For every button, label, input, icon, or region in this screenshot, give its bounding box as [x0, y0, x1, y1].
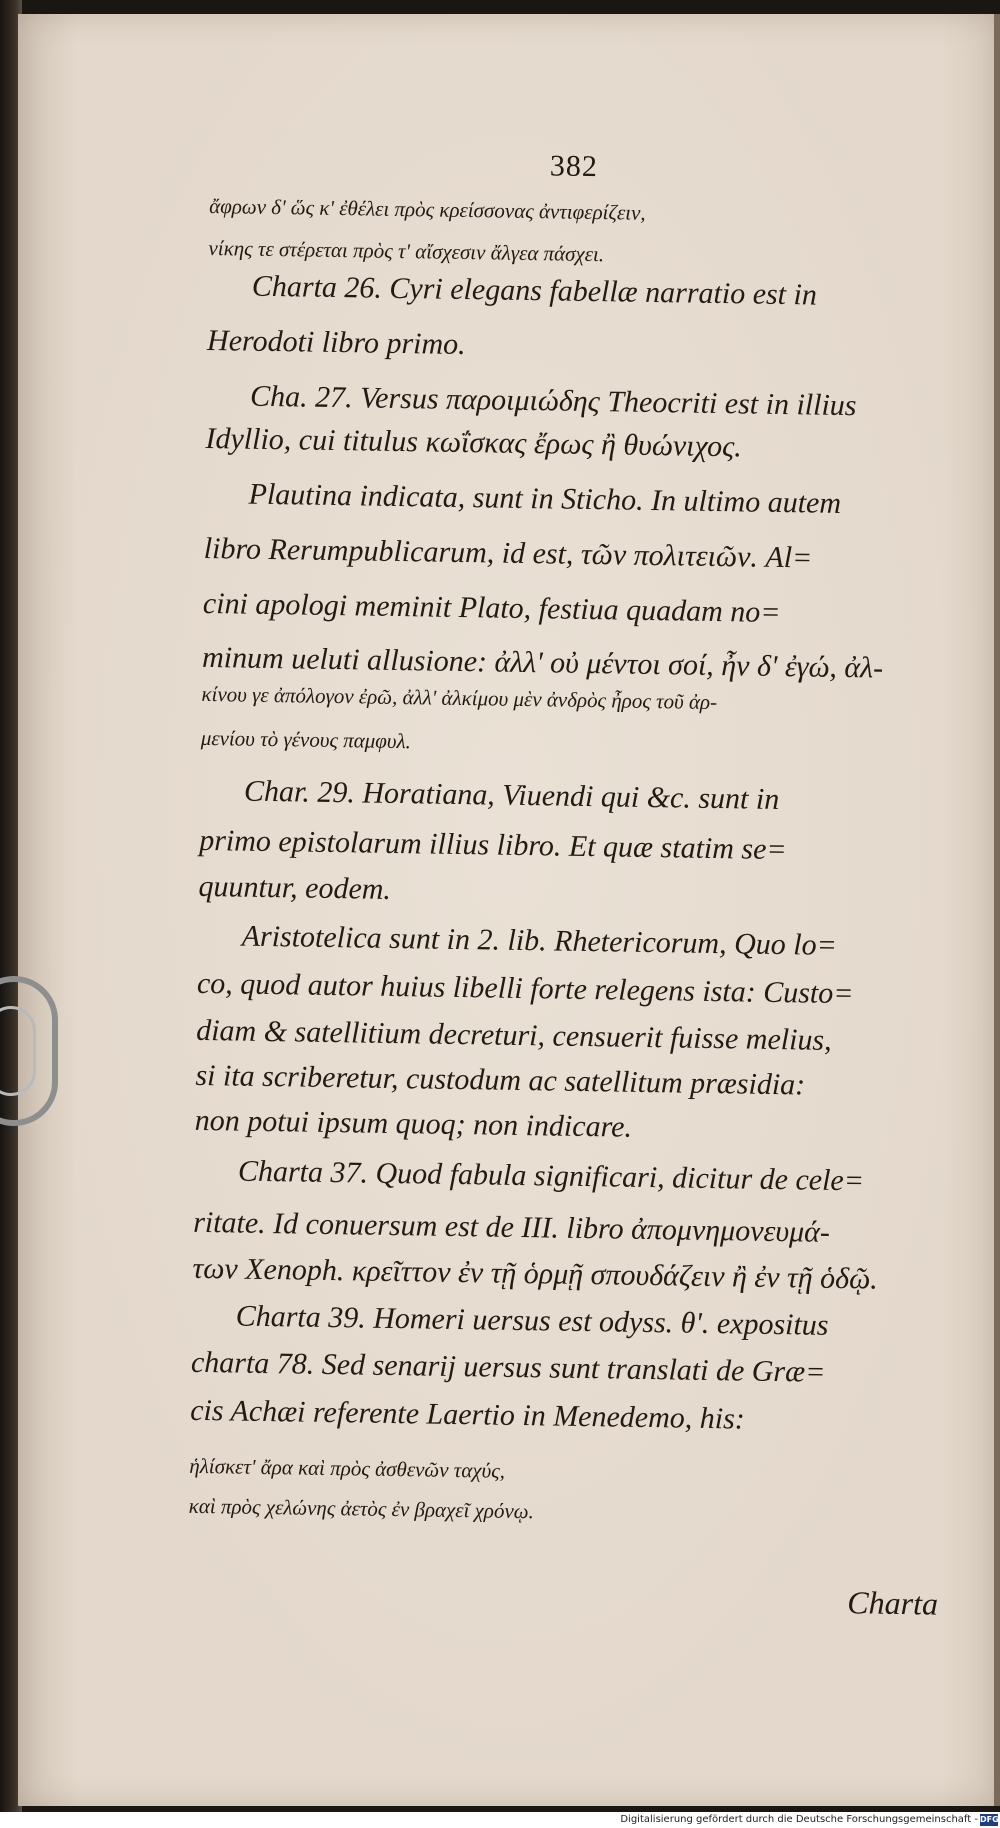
text-line: si ita scriberetur, custodum ac satellitum præsidia:	[195, 1058, 806, 1102]
text-line: cini apologi meminit Plato, festiua quadam no=	[202, 586, 781, 630]
text-line: των Xenoph. κρεῖττον ἐν τῇ ὁρμῇ σπουδάζειν ἢ ἐν τῇ ὁδῷ.	[192, 1251, 879, 1296]
text-line: Charta 39. Homeri uersus est odyss. θ'. expositus	[235, 1299, 829, 1342]
book-page	[18, 14, 1000, 1806]
page-right-edge	[994, 14, 1000, 1806]
text-line: non potui ipsum quoq; non indicare.	[194, 1103, 633, 1144]
text-line: charta 78. Sed senarij uersus sunt translati de Græ=	[190, 1345, 826, 1389]
text-line: καὶ πρὸς χελώνης ἀετὸς ἐν βραχεῖ χρόνῳ.	[188, 1493, 535, 1524]
text-line: Cha. 27. Versus παροιμιώδης Theocriti est in illius	[249, 379, 857, 423]
paper-clip-inner-loop	[0, 1006, 36, 1096]
text-line: Aristotelica sunt in 2. lib. Rhetericorum, Quo lo=	[241, 919, 838, 962]
dfg-logo: DFG	[980, 1815, 999, 1824]
text-line: Charta 26. Cyri elegans fabellæ narratio est in	[251, 269, 818, 312]
text-line: νίκης τε στέρεται πρὸς τ' αἴσχεσιν ἄλγεα πάσχει.	[208, 235, 605, 267]
text-line: Charta 37. Quod fabula significari, dicitur de cele=	[237, 1154, 865, 1198]
digitization-footer	[0, 1812, 1000, 1828]
text-line: ἄφρων δ' ὥς κ' ἐθέλει πρὸς κρείσσονας ἀντιφερίζειν,	[208, 193, 646, 225]
text-line: libro Rerumpublicarum, id est, τῶν πολιτειῶν. Al=	[203, 531, 813, 575]
text-line: Herodoti libro primo.	[206, 323, 466, 362]
text-line: Idyllio, cui titulus κωΐσκας ἔρως ἢ θυώνιχος.	[205, 421, 743, 464]
page-number: 382	[549, 149, 599, 184]
text-line: κίνου γε ἀπόλογον ἐρῶ, ἀλλ' ἀλκίμου μὲν ἀνδρὸς ἦρος τοῦ ἀρ-	[201, 681, 718, 715]
text-line: cis Achæi referente Laertio in Menedemo, his:	[190, 1393, 746, 1436]
page-text-block	[188, 149, 982, 1622]
text-line: Char. 29. Horatiana, Viuendi qui &c. sunt in	[243, 774, 780, 817]
text-line: quuntur, eodem.	[198, 869, 392, 906]
text-line: Plautina indicata, sunt in Sticho. In ultimo autem	[248, 477, 842, 520]
footer-credit: Digitalisierung gefördert durch die Deutsche Forschungsgemeinschaft -	[620, 1814, 978, 1825]
text-line: ἡλίσκετ' ἄρα καὶ πρὸς ἀσθενῶν ταχύς,	[189, 1453, 506, 1483]
text-line: diam & satellitium decreturi, censuerit fuisse melius,	[195, 1013, 832, 1057]
text-line: co, quod autor huius libelli forte relegens ista: Custo=	[196, 966, 854, 1011]
text-line: ritate. Id conuersum est de III. libro ἀπομνημονευμά-	[192, 1205, 831, 1249]
text-line: minum ueluti allusione: ἀλλ' οὐ μέντοι σοί, ἦν δ' ἐγώ, ἀλ-	[201, 640, 884, 685]
text-line: primo epistolarum illius libro. Et quæ statim se=	[198, 823, 787, 867]
text-line: μενίου τὸ γένους παμφυλ.	[200, 725, 412, 754]
catchword: Charta	[847, 1584, 939, 1622]
